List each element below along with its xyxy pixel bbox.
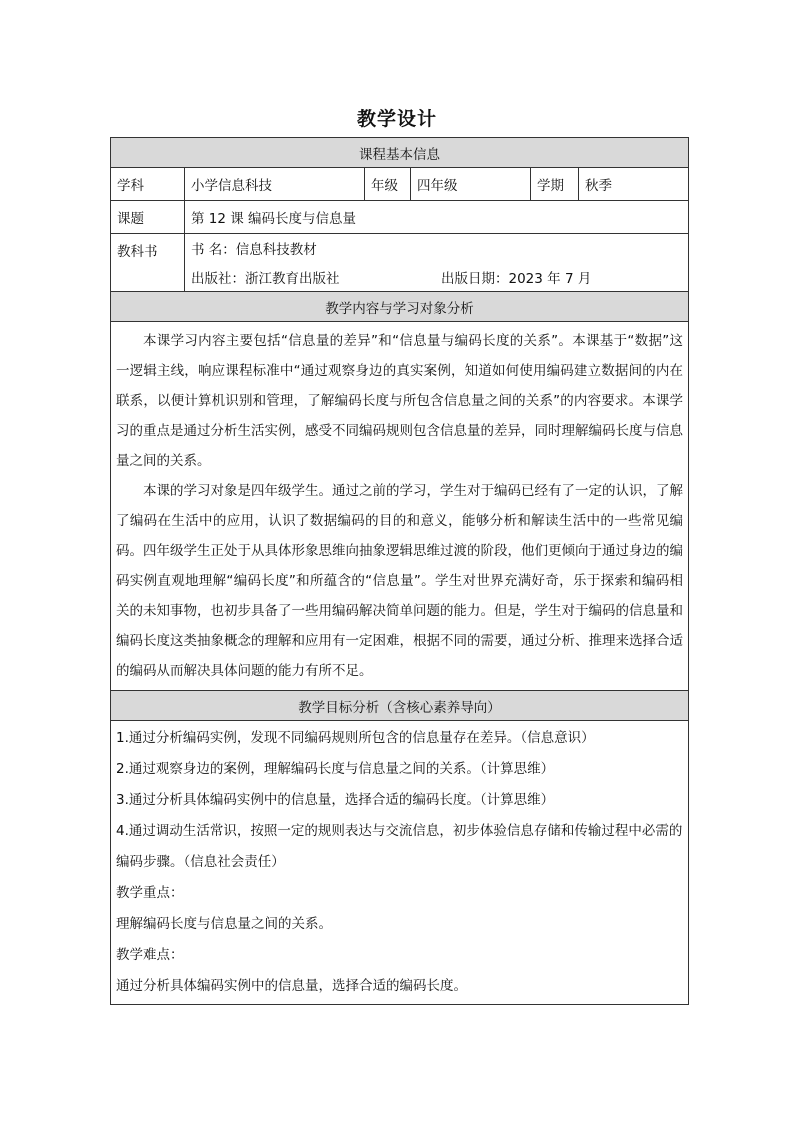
goal-3: 3.通过分析具体编码实例中的信息量，选择合适的编码长度。（计算思维） — [116, 792, 555, 808]
section-header-goals — [111, 691, 689, 721]
pub-date: 出版日期：2023 年 7 月 — [441, 270, 592, 287]
subject-label: 学科 — [111, 168, 185, 201]
analysis-paragraph-2: 本课的学习对象是四年级学生。通过之前的学习，学生对于编码已经有了一定的认识，了解了编码在生活中的应用，认识了数据编码的目的和意义，能够分析和解读生活中的一些常见编码。四年级学生正处于从具体形象思维向抽象逻辑思维过渡的阶段，他们更倾向于通过身边的编码实例直观地理解“编码长度”和所蕴含的“信息量”。学生对世界充满好奇，乐于探索和编码相关的未知事物，也初步具备了一些用编码解决简单问题的能力。但是，学生对于编码的信息量和编码长度这类抽象概念的理解和应用有一定困难，根据不同的需要，通过分析、推理来选择合适的编码从而解决具体问题的能力有所不足。 — [116, 483, 684, 679]
page-title: 教学设计 — [356, 108, 437, 130]
grade-label: 年级 — [365, 168, 411, 201]
textbook-label: 教科书 — [111, 234, 185, 292]
book-name: 书 名：信息科技教材 — [185, 234, 689, 263]
row-publisher — [111, 263, 689, 292]
lesson-plan-table — [110, 137, 689, 1005]
section-title-content-analysis: 教学内容与学习对象分析 — [111, 292, 689, 322]
goal-4: 4.通过调动生活常识，按照一定的规则表达与交流信息，初步体验信息存储和传输过程中必需的编码步骤。（信息社会责任） — [116, 823, 683, 870]
row-lesson — [111, 201, 689, 234]
lesson-label: 课题 — [111, 201, 185, 234]
section-title-goals: 教学目标分析（含核心素养导向） — [111, 691, 689, 721]
difficult-point-value: 通过分析具体编码实例中的信息量，选择合适的编码长度。 — [116, 978, 467, 994]
term-label: 学期 — [531, 168, 579, 201]
row-textbook — [111, 234, 689, 263]
key-point-value: 理解编码长度与信息量之间的关系。 — [116, 916, 332, 932]
goal-2: 2.通过观察身边的案例，理解编码长度与信息量之间的关系。（计算思维） — [116, 761, 555, 777]
row-subject — [111, 168, 689, 201]
grade-value: 四年级 — [411, 168, 531, 201]
difficult-point-label: 教学难点： — [116, 947, 184, 963]
goal-1: 1.通过分析编码实例，发现不同编码规则所包含的信息量存在差异。（信息意识） — [116, 730, 595, 746]
lesson-value: 第 12 课 编码长度与信息量 — [185, 201, 689, 234]
publisher: 出版社：浙江教育出版社 — [191, 270, 340, 287]
term-value: 秋季 — [579, 168, 689, 201]
row-goals — [111, 721, 689, 1005]
section-header-basic — [111, 138, 689, 168]
section-title-basic-info: 课程基本信息 — [111, 138, 689, 168]
analysis-paragraph-1: 本课学习内容主要包括“信息量的差异”和“信息量与编码长度的关系”。本课基于“数据”这一逻辑主线，响应课程标准中“通过观察身边的真实案例，知道如何使用编码建立数据间的内在联系，以便计算机识别和管理，了解编码长度与所包含信息量之间的关系”的内容要求。本课学习的重点是通过分析生活实例，感受不同编码规则包含信息量的差异，同时理解编码长度与信息量之间的关系。 — [116, 333, 684, 469]
subject-value: 小学信息科技 — [185, 168, 365, 201]
row-analysis — [111, 322, 689, 691]
section-header-analysis — [111, 292, 689, 322]
key-point-label: 教学重点： — [116, 885, 184, 901]
